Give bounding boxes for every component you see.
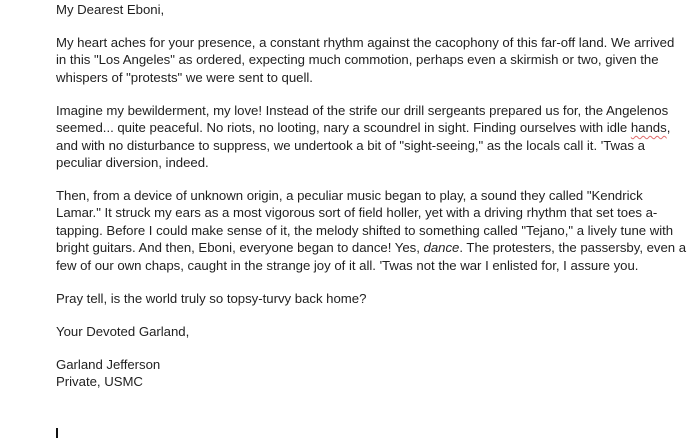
paragraph-2 — [56, 102, 688, 172]
salutation: My Dearest Eboni, — [56, 2, 165, 17]
emphasized-word: dance — [423, 240, 460, 256]
signature-rank: Private, USMC — [56, 374, 143, 390]
paragraph-2-text-before: Imagine my bewilderment, my love! Instead of the strife our drill sergeants prepared us for, the Angelenos seemed... quite peaceful. No riots, no looting, nary a scoundrel in sight. Finding ourselves with idle — [56, 102, 672, 136]
paragraph-4: Pray tell, is the world truly so topsy-turvy back home? — [56, 290, 367, 306]
spellcheck-flagged-word[interactable]: hands — [630, 120, 667, 136]
paragraph-3 — [56, 187, 688, 274]
text-cursor — [56, 428, 58, 438]
closing: Your Devoted Garland, — [56, 323, 190, 339]
signature-name: Garland Jefferson — [56, 356, 161, 372]
paragraph-1: My heart aches for your presence, a constant rhythm against the cacophony of this far-off land. We arrived in this "Los Angeles" as ordered, expecting much commotion, perhaps even a skirmish or two, given the whispers of "protests" we were sent to quell. — [56, 35, 678, 85]
paragraph-3-text-before: Then, from a device of unknown origin, a peculiar music began to play, a sound they called "Kendrick Lamar." It struck my ears as a most vigorous sort of field holler, yet with a driving rhythm that set toes a-tapping. Before I could make sense of it, the melody shifted to something called "Tejano," a lively tune with bright guitars. And then, Eboni, everyone began to dance! Yes, — [56, 188, 677, 256]
paragraph-2-text-after: , and with no disturbance to suppress, we undertook a bit of "sight-seeing," as the locals call it. 'Twas a peculiar diversion, indeed. — [56, 120, 674, 171]
paragraph-3-text-after: . The protesters, the passersby, even a few of our own chaps, caught in the strange joy of it all. 'Twas not the war I enlisted for, I assure you. — [56, 240, 690, 273]
document-body[interactable] — [56, 1, 688, 390]
